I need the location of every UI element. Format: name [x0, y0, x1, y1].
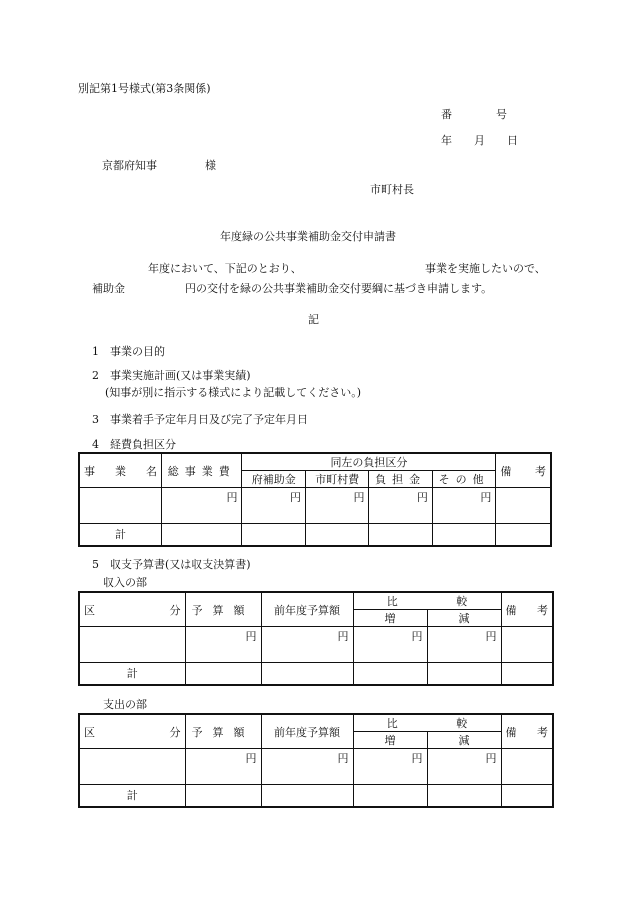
expense-label: 支出の部 — [103, 698, 147, 711]
col-remarks: 備 考 — [501, 592, 553, 627]
col-increase: 増 — [353, 610, 427, 627]
total-label: 計 — [79, 663, 185, 685]
table-row — [79, 749, 553, 785]
body-text-1a: 年度において、下記のとおり、 — [148, 262, 302, 275]
col-remarks: 備 考 — [496, 453, 551, 488]
cell[interactable] — [432, 524, 495, 546]
cell-unit[interactable]: 円 — [427, 749, 501, 785]
cost-share-table — [78, 452, 552, 547]
col-category: 区 分 — [79, 592, 185, 627]
cell[interactable] — [242, 524, 305, 546]
col-comparison: 比 較 — [353, 592, 501, 610]
col-total-cost: 総事業費 — [162, 453, 242, 488]
cell[interactable] — [185, 785, 261, 807]
table-row — [79, 627, 553, 663]
cell[interactable] — [496, 488, 551, 524]
cell[interactable] — [353, 663, 427, 685]
col-category: 区 分 — [79, 714, 185, 749]
cell[interactable] — [79, 627, 185, 663]
total-label: 計 — [79, 785, 185, 807]
document-number-label: 番 号 — [441, 108, 507, 121]
table-row — [79, 488, 551, 524]
cell-unit[interactable]: 円 — [369, 488, 432, 524]
cell[interactable] — [79, 749, 185, 785]
item-budget: 5 収支予算書(又は収支決算書) — [92, 558, 251, 571]
col-comparison: 比 較 — [353, 714, 501, 732]
item-cost-share: 4 経費負担区分 — [92, 438, 176, 451]
col-increase: 増 — [353, 732, 427, 749]
cell[interactable] — [305, 524, 368, 546]
income-table — [78, 591, 554, 686]
cell-unit[interactable]: 円 — [353, 749, 427, 785]
cell[interactable] — [162, 524, 242, 546]
col-decrease: 減 — [427, 610, 501, 627]
document-title: 年度緑の公共事業補助金交付申請書 — [220, 230, 396, 243]
body-text-1b: 事業を実施したいので、 — [425, 262, 546, 275]
col-prev-budget: 前年度予算額 — [261, 592, 353, 627]
item-plan: 2 事業実施計画(又は事業実績) — [92, 369, 251, 382]
table-row-total — [79, 524, 551, 546]
cell[interactable] — [427, 663, 501, 685]
col-budget: 予算額 — [185, 592, 261, 627]
col-prev-budget: 前年度予算額 — [261, 714, 353, 749]
expense-table — [78, 713, 554, 808]
income-label: 収入の部 — [103, 576, 147, 589]
col-remarks: 備 考 — [501, 714, 553, 749]
cell[interactable] — [501, 663, 553, 685]
cell[interactable] — [185, 663, 261, 685]
cell[interactable] — [261, 663, 353, 685]
cell-unit[interactable]: 円 — [162, 488, 242, 524]
cell[interactable] — [501, 749, 553, 785]
addressee: 京都府知事 — [102, 159, 157, 172]
col-pref-subsidy: 府補助金 — [242, 471, 305, 488]
cell-unit[interactable]: 円 — [261, 627, 353, 663]
cell[interactable] — [501, 785, 553, 807]
col-municipal-cost: 市町村費 — [305, 471, 368, 488]
cell[interactable] — [79, 488, 162, 524]
cell[interactable] — [501, 627, 553, 663]
cell[interactable] — [353, 785, 427, 807]
item-purpose: 1 事業の目的 — [92, 345, 165, 358]
cell[interactable] — [496, 524, 551, 546]
item-dates: 3 事業着手予定年月日及び完了予定年月日 — [92, 413, 308, 426]
total-label: 計 — [79, 524, 162, 546]
cell-unit[interactable]: 円 — [185, 749, 261, 785]
table-row-total — [79, 663, 553, 685]
cell[interactable] — [261, 785, 353, 807]
form-number: 別記第1号様式(第3条関係) — [78, 82, 211, 95]
cell[interactable] — [427, 785, 501, 807]
cell-unit[interactable]: 円 — [432, 488, 495, 524]
body-text-2b: 円の交付を緑の公共事業補助金交付要綱に基づき申請します。 — [185, 282, 493, 295]
col-project-name: 事 業 名 — [79, 453, 162, 488]
cell-unit[interactable]: 円 — [242, 488, 305, 524]
cell-unit[interactable]: 円 — [261, 749, 353, 785]
date-label: 年 月 日 — [441, 134, 518, 147]
col-share-group: 同左の負担区分 — [242, 453, 496, 471]
body-text-2a: 補助金 — [92, 282, 125, 295]
col-contribution: 負担金 — [369, 471, 432, 488]
cell-unit[interactable]: 円 — [427, 627, 501, 663]
cell[interactable] — [369, 524, 432, 546]
item-plan-note: (知事が別に指示する様式により記載してください。) — [105, 386, 362, 399]
cell-unit[interactable]: 円 — [185, 627, 261, 663]
honorific: 様 — [205, 159, 216, 172]
col-decrease: 減 — [427, 732, 501, 749]
cell-unit[interactable]: 円 — [353, 627, 427, 663]
table-row-total — [79, 785, 553, 807]
col-budget: 予算額 — [185, 714, 261, 749]
applicant: 市町村長 — [370, 183, 414, 196]
ki-heading: 記 — [308, 313, 319, 326]
col-other: その他 — [432, 471, 495, 488]
cell-unit[interactable]: 円 — [305, 488, 368, 524]
